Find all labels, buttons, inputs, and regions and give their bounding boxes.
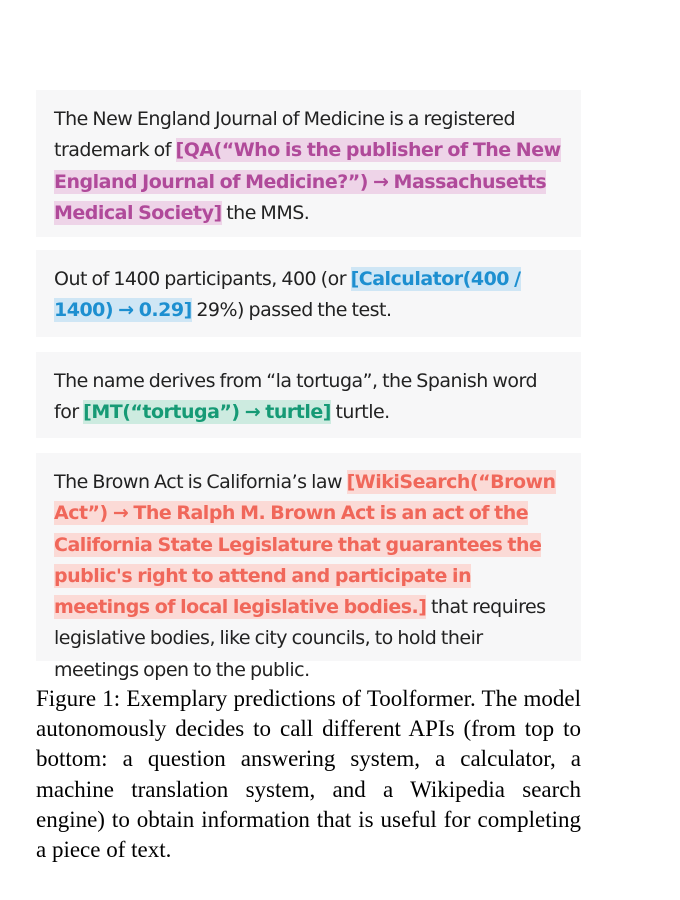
example-mt-text-after: turtle. [330, 401, 390, 424]
example-qa-text-before: The New England Journal of Medicine is a registered trademark of [54, 108, 516, 162]
example-wikisearch-text-before: The Brown Act is California’s law [54, 471, 347, 493]
qa-api-call: [QA(“Who is the publisher of The New England Journal of Medicine?”) → Massachusetts Medical Society] [54, 139, 561, 224]
figure-caption: Figure 1: Exemplary predictions of Toolformer. The model autonomously decides to call different APIs (from top to bottom: a question answering system, a calculator, a machine translation system, and a Wikipedia search engine) to obtain information that is useful for completing a piece of text. [36, 686, 581, 863]
example-wikisearch-box [36, 453, 581, 681]
example-qa-text-after: the MMS. [221, 201, 310, 224]
example-mt-text-before: The name derives from “la tortuga”, the Spanish word for [54, 370, 538, 424]
example-calculator-text-after: 29%) passed the test. [191, 299, 392, 322]
example-calculator-text-before: Out of 1400 participants, 400 (or [54, 268, 351, 290]
example-mt-box [36, 352, 581, 438]
example-wikisearch-text-after: that requires legislative bodies, like city councils, to hold their meetings open to the public. [54, 596, 546, 681]
mt-api-call: [MT(“tortuga”) → turtle] [83, 401, 331, 424]
calculator-api-call: [Calculator(400 / 1400) → 0.29] [54, 268, 521, 322]
wikisearch-api-call: [WikiSearch(“Brown Act”) → The Ralph M. Brown Act is an act of the California State Legislature that guarantees the public's right to attend and participate in meetings of local legislative bodies.] [54, 471, 556, 619]
example-qa-box [36, 90, 581, 237]
example-calculator-box [36, 250, 581, 337]
